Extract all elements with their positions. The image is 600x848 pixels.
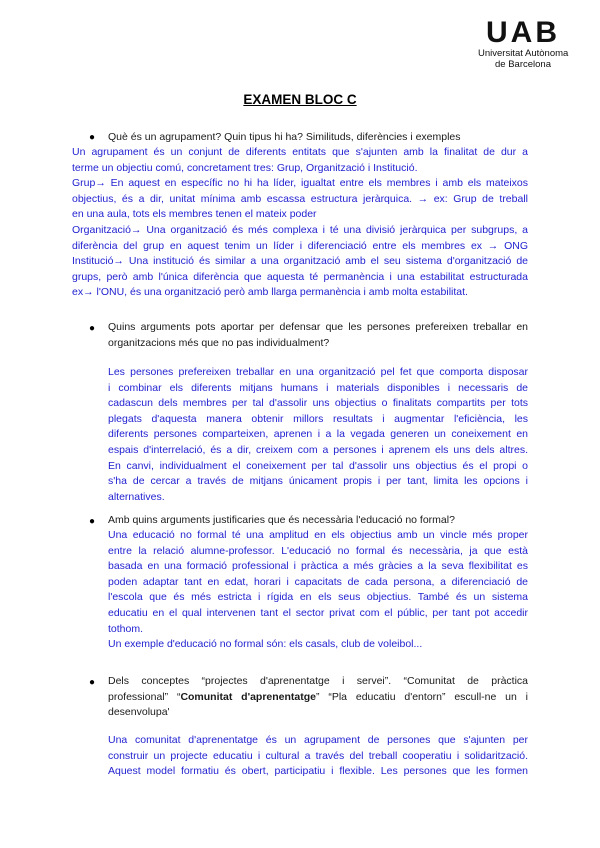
text-line: l'escola que és més estricta i rígida en els seus objectius. També és un sistema xyxy=(108,591,528,604)
text-line: tothom. xyxy=(108,622,144,635)
question-4 xyxy=(108,674,528,721)
text-line: construir un projecte educatiu i cultural a través del treball cooperatiu i solidarització. xyxy=(108,749,528,762)
bullet-icon: ● xyxy=(89,323,96,334)
question-2 xyxy=(108,320,528,351)
answer-2 xyxy=(108,365,528,505)
question-4-line-2-end: ” “Pla educatiu d'entorn” escull-ne un i xyxy=(316,690,528,703)
question-1: Què és un agrupament? Quin tipus hi ha? Similituds, diferències i exemples xyxy=(108,131,461,143)
text-line: educatiu en el qual intervenen tant el sector privat com el públic, per tant pot accedir xyxy=(108,606,528,619)
uab-logo xyxy=(478,18,568,70)
text-line: ex→ l'ONU, és una organització però amb llarga permanència i amb molta estabilitat. xyxy=(72,286,468,299)
text-line: Un exemple d'educació no formal són: els casals, club de voleibol... xyxy=(108,638,423,651)
question-4-line-2-start: professional” “ xyxy=(108,690,181,703)
text-line: alternatives. xyxy=(108,490,165,503)
text-line: espais d'interrelació, és a dir, creixem com a persones i aprenem els uns dels altres. xyxy=(108,443,528,456)
text-line: Un agrupament és un conjunt de diferents entitats que s'ajunten amb la finalitat de dur a xyxy=(72,146,528,158)
text-line: s'ha de cercar a través de mitjans únicament propis i per tant, limita les opcions i xyxy=(108,475,528,488)
text-line: Grup→ En aquest en específic no hi ha líder, igualtat entre els membres i amb els mateixos xyxy=(72,177,528,190)
text-line: grups, però amb l'única diferència que aquesta té permanència i una estabilitat estructurada xyxy=(72,270,528,283)
logo-line-2: de Barcelona xyxy=(495,59,551,70)
text-line: diferència del grup en aquest tenim un líder i diferenciació entre els membres ex → ONG xyxy=(72,239,528,252)
text-line: i combinar els diferents mitjans humans i materials disponibles i necessaris de xyxy=(108,381,528,394)
question-4-line-3: desenvolupa' xyxy=(108,706,170,719)
text-line: Organització→ Una organització és més complexa i té una divisió jeràrquica per subgrups, a xyxy=(72,223,528,236)
text-line: Una comunitat d'aprenentatge és un agrupament de persones que s'ajunten per xyxy=(108,734,528,746)
text-line: En canvi, individualment el coneixement per tal d'assolir uns objectius és el propi o xyxy=(108,459,528,472)
logo-line-1: Universitat Autònoma xyxy=(478,48,569,59)
question-3: Amb quins arguments justificaries que és necessària l'educació no formal? xyxy=(108,514,455,526)
text-line: cadascun dels membres per tal d'assolir uns objectius o finalitats compartits per tots xyxy=(108,397,528,410)
page-title: EXAMEN BLOC C xyxy=(243,92,357,107)
question-4-line-2 xyxy=(108,690,528,706)
bullet-icon: ● xyxy=(89,677,96,688)
text-line: plegats d'aquesta manera obtenir millors resultats i augmentar l'eficiència, les xyxy=(108,412,528,425)
question-4-bold-term: Comunitat d'aprenentatge xyxy=(180,690,317,703)
text-line: Institució→ Una institució és similar a una organització amb el seu sistema d'organització de xyxy=(72,255,528,268)
bullet-icon: ● xyxy=(89,516,96,527)
text-line: poden adaptar tant en edat, horari i capacitats de cada persona, a diferenciació de xyxy=(108,575,528,588)
text-line: Una educació no formal té una amplitud en els objectius amb un vincle més proper xyxy=(108,529,528,541)
text-line: Quins arguments pots aportar per defensar que les persones prefereixen treballar en xyxy=(108,321,528,333)
text-line: diferents persones comparteixen, aprenen i a la vegada generen un coneixement en xyxy=(108,428,528,441)
text-line: terme un objectiu comú, concretament tres: Grup, Organització i Institució. xyxy=(72,161,418,174)
text-line: en una aula, tots els membres tenen el mateix poder xyxy=(72,208,317,221)
text-line: organitzacions més que no pas individualment? xyxy=(108,336,330,349)
text-line: Les persones prefereixen treballar en una organització pel fet que comporta disposar xyxy=(108,366,528,378)
text-line: Aquest model formatiu és obert, participatiu i flexible. Les persones que les formen xyxy=(108,765,528,778)
text-line: objectius, és a dir, unitat mínima amb escassa estructura jeràrquica. → ex: Grup de treball xyxy=(72,192,528,205)
answer-4 xyxy=(108,733,528,780)
answer-1 xyxy=(72,145,528,301)
logo-mark: UAB xyxy=(486,16,560,49)
bullet-icon: ● xyxy=(89,132,96,143)
text-line: basada en una formació professional i pràctica a més gràcies a la seva flexibilitat es xyxy=(108,560,528,573)
question-4-line-1: Dels conceptes “projectes d'aprenentatge i servei”. “Comunitat de pràctica xyxy=(108,675,528,687)
answer-3 xyxy=(108,528,528,653)
text-line: entre la relació alumne-professor. L'educació no formal és necessària, ja que està xyxy=(108,544,528,557)
